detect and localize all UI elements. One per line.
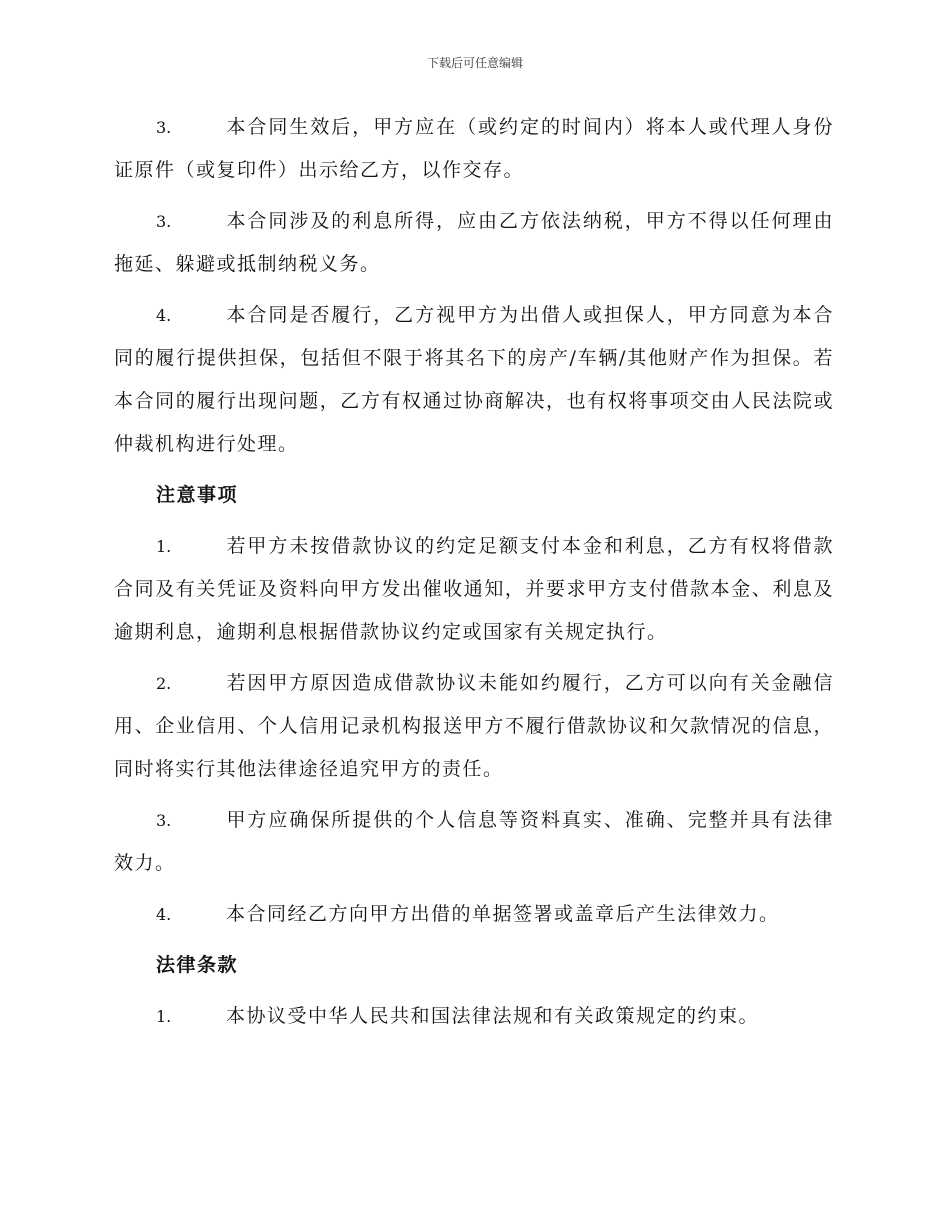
clause	[114, 200, 834, 286]
clause-number: 3.	[156, 811, 172, 830]
clause-number: 2.	[156, 674, 172, 693]
clause-text: 本合同经乙方向甲方出借的单据签署或盖章后产生法律效力。	[226, 903, 780, 925]
clause-text: 本合同涉及的利息所得，应由乙方依法纳税，甲方不得以任何理由拖延、躲避或抵制纳税义务。	[114, 210, 834, 275]
document-body	[114, 106, 834, 1046]
clause-text: 本合同是否履行，乙方视甲方为出借人或担保人，甲方同意为本合同的履行提供担保，包括但不限于将其名下的房产/车辆/其他财产作为担保。若本合同的履行出现问题，乙方有权通过协商解决，也有权将事项交由人民法院或仲裁机构进行处理。	[114, 304, 834, 455]
section-heading: 注意事项	[156, 484, 239, 506]
clause-number: 1.	[156, 1007, 172, 1026]
clause-text: 若甲方未按借款协议的约定足额支付本金和利息，乙方有权将借款合同及有关凭证及资料向甲方发出催收通知，并要求甲方支付借款本金、利息及逾期利息，逾期利息根据借款协议约定或国家有关规定执行。	[114, 535, 834, 643]
clause-number: 1.	[156, 537, 172, 556]
clause-number: 3.	[156, 118, 172, 137]
clause	[114, 294, 834, 466]
clause	[114, 662, 834, 791]
clause-text: 本协议受中华人民共和国法律法规和有关政策规定的约束。	[226, 1005, 760, 1027]
clause-number: 4.	[156, 306, 172, 325]
clause-text: 甲方应确保所提供的个人信息等资料真实、准确、完整并具有法律效力。	[114, 809, 834, 874]
clause-text: 本合同生效后，甲方应在（或约定的时间内）将本人或代理人身份证原件（或复印件）出示给乙方，以作交存。	[114, 116, 834, 181]
clause	[114, 106, 834, 192]
clause	[114, 525, 834, 654]
clause-number: 3.	[156, 212, 172, 231]
section-heading: 法律条款	[156, 954, 239, 976]
clause-text: 若因甲方原因造成借款协议未能如约履行，乙方可以向有关金融信用、企业信用、个人信用记录机构报送甲方不履行借款协议和欠款情况的信息，同时将实行其他法律途径追究甲方的责任。	[114, 672, 834, 780]
clause	[114, 799, 834, 885]
clause	[114, 893, 834, 936]
clause	[114, 995, 834, 1038]
page-header: 下载后可任意编辑	[426, 56, 523, 70]
clause-number: 4.	[156, 905, 172, 924]
